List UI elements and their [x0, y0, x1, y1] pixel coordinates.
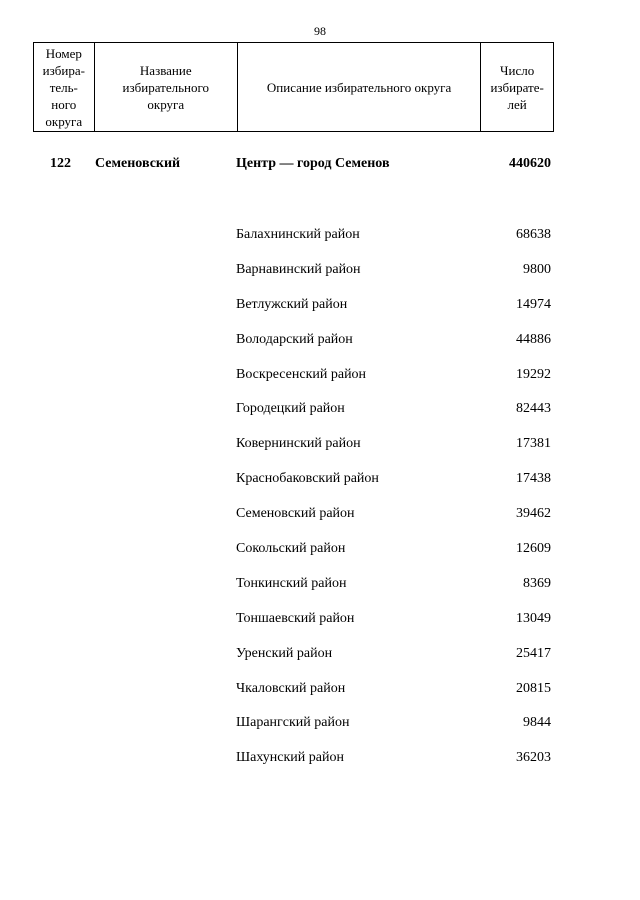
header-row — [34, 43, 554, 132]
list-item — [0, 715, 640, 750]
area-voter-count: 17438 — [516, 471, 551, 487]
area-voter-count: 44886 — [516, 331, 551, 347]
district-number: 122 — [50, 156, 71, 171]
district-name: Семеновский — [95, 156, 181, 171]
area-voter-count: 20815 — [516, 680, 551, 696]
area-name: Ветлужский район — [236, 296, 348, 312]
area-list — [0, 227, 640, 785]
header-district-description: Описание избирательного округа — [237, 43, 480, 132]
list-item — [0, 471, 640, 506]
page-number: 98 — [314, 24, 326, 38]
area-voter-count: 36203 — [516, 750, 551, 766]
area-name: Семеновский район — [236, 506, 355, 522]
district-center: Центр — город Семенов — [236, 156, 390, 171]
district-total-voters: 440620 — [509, 156, 551, 171]
district-table-header — [33, 42, 554, 132]
district-summary-row — [0, 156, 640, 176]
list-item — [0, 506, 640, 541]
header-district-number: Номер избира- тель- ного округа — [34, 43, 95, 132]
area-voter-count: 8369 — [523, 575, 551, 591]
header-voter-count: Число избирате- лей — [481, 43, 554, 132]
area-voter-count: 68638 — [516, 227, 551, 242]
list-item — [0, 541, 640, 576]
area-name: Тоншаевский район — [236, 610, 355, 626]
area-name: Городецкий район — [236, 401, 345, 417]
area-name: Балахнинский район — [236, 227, 360, 242]
list-item — [0, 227, 640, 262]
area-voter-count: 14974 — [516, 296, 551, 312]
area-name: Володарский район — [236, 331, 353, 347]
area-name: Шахунский район — [236, 750, 344, 766]
list-item — [0, 367, 640, 402]
list-item — [0, 611, 640, 646]
list-item — [0, 436, 640, 471]
list-item — [0, 576, 640, 611]
area-voter-count: 39462 — [516, 506, 551, 522]
area-name: Варнавинский район — [236, 261, 361, 277]
area-name: Воскресенский район — [236, 366, 367, 382]
area-voter-count: 82443 — [516, 401, 551, 417]
list-item — [0, 262, 640, 297]
area-name: Тонкинский район — [236, 575, 347, 591]
list-item — [0, 297, 640, 332]
area-name: Краснобаковский район — [236, 471, 379, 487]
area-name: Сокольский район — [236, 541, 346, 557]
list-item — [0, 646, 640, 681]
list-item — [0, 750, 640, 785]
area-voter-count: 13049 — [516, 610, 551, 626]
header-district-name: Название избирательного округа — [94, 43, 237, 132]
area-voter-count: 12609 — [516, 541, 551, 557]
area-voter-count: 9800 — [523, 261, 551, 277]
area-voter-count: 19292 — [516, 366, 551, 382]
list-item — [0, 681, 640, 716]
area-name: Чкаловский район — [236, 680, 346, 696]
area-name: Ковернинский район — [236, 436, 361, 452]
area-name: Шарангский район — [236, 715, 350, 731]
area-voter-count: 25417 — [516, 645, 551, 661]
area-name: Уренский район — [236, 645, 333, 661]
area-voter-count: 17381 — [516, 436, 551, 452]
list-item — [0, 401, 640, 436]
area-voter-count: 9844 — [523, 715, 551, 731]
list-item — [0, 332, 640, 367]
